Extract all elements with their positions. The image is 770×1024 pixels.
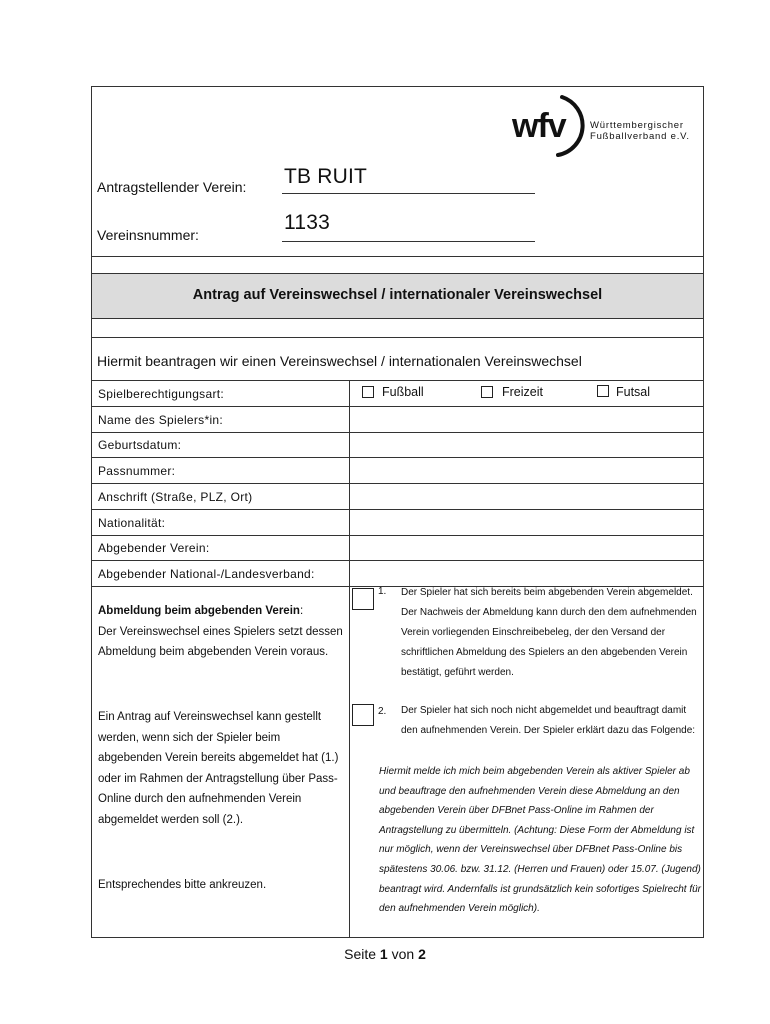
futsal-checkbox-label: Futsal (616, 385, 651, 399)
deregistration-heading-colon: : (299, 605, 304, 617)
nationality-input[interactable] (350, 510, 704, 534)
divider (92, 337, 703, 338)
option-2-text: Der Spieler hat sich noch nicht abgemeldet und beauftragt damit den aufnehmenden Verein. Der Spieler erklärt dazu das Folgende: (401, 705, 696, 736)
page-number-prefix: Seite (344, 946, 380, 962)
option-2-checkbox[interactable] (352, 704, 374, 726)
total-pages: 2 (418, 946, 426, 962)
football-checkbox[interactable] (362, 386, 374, 398)
birth-date-label: Geburtsdatum: (98, 438, 182, 452)
option-1-text: Der Spieler hat sich bereits beim abgebenden Verein abgemeldet. Der Nachweis der Abmeldung kann durch den dem aufnehmenden Verein vorliegenden Einschreibebeleg, der den Versand der schriftlichen Abmeldung des Spielers an den abgebenden Verein bestätigt, geführt werden. (401, 587, 697, 678)
option-1-checkbox[interactable] (352, 588, 374, 610)
wfv-logo (510, 91, 700, 161)
pass-number-label: Passnummer: (98, 464, 176, 478)
applicant-club-underline (282, 193, 535, 194)
page-number (0, 946, 770, 962)
nationality-label: Nationalität: (98, 516, 166, 530)
releasing-club-label: Abgebender Verein: (98, 541, 210, 555)
option-1-number: 1. (378, 586, 387, 597)
futsal-checkbox[interactable] (597, 385, 609, 397)
leisure-checkbox[interactable] (481, 386, 493, 398)
address-label: Anschrift (Straße, PLZ, Ort) (98, 490, 253, 504)
football-checkbox-label: Fußball (382, 385, 424, 399)
play-type-label: Spielberechtigungsart: (98, 387, 225, 401)
club-number-value[interactable]: 1133 (284, 211, 330, 234)
divider (92, 256, 703, 257)
wfv-logo-text: wfv (512, 107, 566, 145)
table-divider (92, 380, 703, 381)
org-name-line1: Württembergischer (590, 120, 684, 131)
releasing-association-input[interactable] (350, 561, 704, 585)
leisure-checkbox-label: Freizeit (502, 385, 543, 399)
org-name-line2: Fußballverband e.V. (590, 131, 690, 142)
page-number-middle: von (387, 946, 419, 962)
player-name-label: Name des Spielers*in: (98, 413, 224, 427)
option-2-number: 2. (378, 706, 387, 717)
releasing-association-label: Abgebender National-/Landesverband: (98, 567, 315, 581)
club-number-label: Vereinsnummer: (97, 227, 199, 243)
deregistration-paragraph-1: Der Vereinswechsel eines Spielers setzt dessen Abmeldung beim abgebenden Verein voraus. (98, 625, 343, 659)
birth-date-input[interactable] (350, 433, 704, 457)
current-page: 1 (379, 946, 388, 962)
transfer-form (91, 86, 704, 938)
applicant-club-label: Antragstellender Verein: (97, 179, 247, 195)
option-2-declaration: Hiermit melde ich mich beim abgebenden Verein als aktiver Spieler ab und beauftrage den aufnehmenden Verein diese Abmeldung an den abgebenden Verein über DFBnet Pass-Online im Rahmen der Antragstellung zu übermitteln. (Achtung: Diese Form der Abmeldung ist nur möglich, wenn der Vereinswechsel über DFBnet Pass-Online bis spätestens 30.06. bzw. 31.12. (Herren und Frauen) oder 15.07. (Jugend) beantragt wird. Andernfalls ist grundsätzlich kein sofortiges Spielrecht für den aufnehmenden Verein möglich). (379, 766, 702, 915)
player-name-input[interactable] (350, 407, 704, 431)
deregistration-heading: Abmeldung beim abgebenden Verein (98, 605, 300, 617)
address-input[interactable] (350, 484, 704, 508)
page-title: Antrag auf Vereinswechsel / internationaler Vereinswechsel (192, 287, 603, 303)
applicant-club-value[interactable]: TB RUIT (284, 165, 368, 188)
deregistration-paragraph-2: Ein Antrag auf Vereinswechsel kann gestellt werden, wenn sich der Spieler beim abgebenden Verein bereits abgemeldet hat (1.) oder im Rahmen der Antragstellung über Pass-Online durch den aufnehmenden Verein abgemeldet werden soll (2.). (98, 711, 339, 826)
releasing-club-input[interactable] (350, 536, 704, 560)
pass-number-input[interactable] (350, 458, 704, 482)
intro-text: Hiermit beantragen wir einen Vereinswechsel / internationalen Vereinswechsel (97, 353, 582, 369)
deregistration-paragraph-3: Entsprechendes bitte ankreuzen. (98, 879, 267, 891)
club-number-underline (282, 241, 535, 242)
deregistration-section (98, 601, 343, 663)
